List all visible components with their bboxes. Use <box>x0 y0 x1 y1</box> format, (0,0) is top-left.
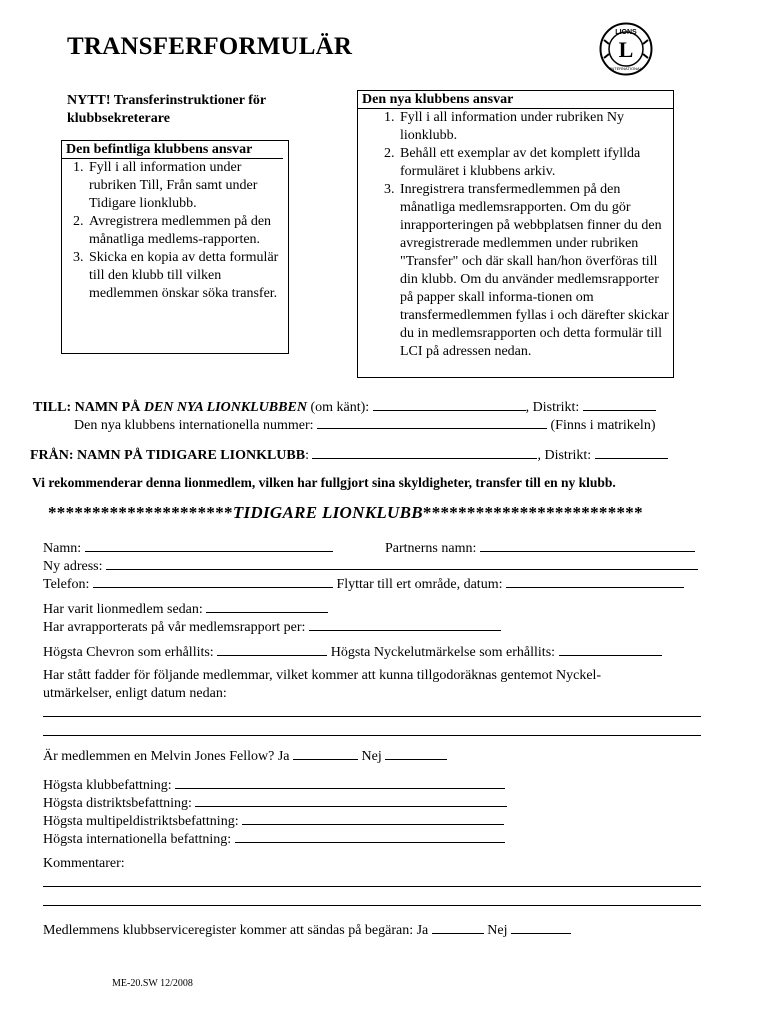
list-item: 2. Behåll ett exemplar av det komplett ifyllda formuläret i klubbens arkiv. <box>398 145 673 181</box>
address-row: Ny adress: <box>43 556 698 576</box>
district-office-row: Högsta distriktsbefattning: <box>43 793 507 813</box>
intl-number-field[interactable] <box>317 415 547 429</box>
new-club-name-field[interactable] <box>373 397 526 411</box>
key-award-field[interactable] <box>559 642 662 656</box>
sponsored-line-2[interactable] <box>43 735 701 736</box>
section-heading: *********************TIDIGARE LIONKLUBB************************* <box>48 503 643 522</box>
list-item: 1. Fyll i all information under rubriken Ny lionklubb. <box>398 109 673 145</box>
club-office-field[interactable] <box>175 775 505 789</box>
sponsored-text: Har stått fadder för följande medlemmar, vilket kommer att kunna tillgodoräknas gentemot Nyckel- <box>43 668 602 683</box>
till-row: TILL: NAMN PÅ DEN NYA LIONKLUBBEN (om känt): , Distrikt: <box>33 397 656 417</box>
existing-club-steps <box>62 159 288 303</box>
reported-row: Har avrapporterats på vår medlemsrapport per: <box>43 617 501 637</box>
registry-yes-field[interactable] <box>432 920 484 934</box>
multi-office-field[interactable] <box>242 811 504 825</box>
existing-club-box <box>61 140 289 354</box>
multi-office-row: Högsta multipeldistriktsbefattning: <box>43 811 504 831</box>
registry-no-field[interactable] <box>511 920 571 934</box>
fran-row: FRÅN: NAMN PÅ TIDIGARE LIONKLUBB: , Distrikt: <box>30 445 668 465</box>
new-club-box <box>357 90 674 378</box>
mjf-row: Är medlemmen en Melvin Jones Fellow? Ja Nej <box>43 746 447 766</box>
secretary-heading: NYTT! Transferinstruktioner för klubbsekreterare <box>67 93 267 126</box>
new-club-district-field[interactable] <box>583 397 656 411</box>
registry-row: Medlemmens klubbserviceregister kommer att sändas på begäran: Ja Nej <box>43 920 571 940</box>
new-club-title: Den nya klubbens ansvar <box>358 91 673 109</box>
intl-office-row: Högsta internationella befattning: <box>43 829 505 849</box>
list-item: 3. Skicka en kopia av detta formulär till den klubb till vilken medlemmen önskar söka transfer. <box>87 249 288 303</box>
sponsored-text-2: utmärkelser, enligt datum nedan: <box>43 686 227 701</box>
existing-club-title: Den befintliga klubbens ansvar <box>62 141 283 159</box>
member-since-row: Har varit lionmedlem sedan: <box>43 599 328 619</box>
partner-field[interactable] <box>480 538 695 552</box>
name-field[interactable] <box>85 538 333 552</box>
intl-office-field[interactable] <box>235 829 505 843</box>
chevron-row: Högsta Chevron som erhållits: Högsta Nyckelutmärkelse som erhållits: <box>43 642 662 662</box>
mjf-yes-field[interactable] <box>293 746 358 760</box>
club-office-row: Högsta klubbefattning: <box>43 775 505 795</box>
name-row: Namn: <box>43 538 333 558</box>
list-item: 1. Fyll i all information under rubriken Till, Från samt under Tidigare lionklubb. <box>87 159 288 213</box>
moving-date-field[interactable] <box>506 574 684 588</box>
lions-logo <box>599 22 653 76</box>
comments-label: Kommentarer: <box>43 856 125 871</box>
comments-line-2[interactable] <box>43 905 701 906</box>
page-title: TRANSFERFORMULÄR <box>67 33 353 60</box>
phone-field[interactable] <box>93 574 333 588</box>
comments-line-1[interactable] <box>43 886 701 887</box>
svg-text:L: L <box>618 37 634 62</box>
partner-row: Partnerns namn: <box>385 538 695 558</box>
reported-field[interactable] <box>309 617 501 631</box>
district-office-field[interactable] <box>195 793 507 807</box>
address-field[interactable] <box>106 556 698 570</box>
new-club-steps <box>358 109 673 361</box>
sponsored-line-1[interactable] <box>43 716 701 717</box>
chevron-field[interactable] <box>217 642 327 656</box>
member-since-field[interactable] <box>206 599 328 613</box>
form-code: ME-20.SW 12/2008 <box>112 978 193 989</box>
previous-club-district-field[interactable] <box>595 445 668 459</box>
list-item: 2. Avregistrera medlemmen på den månatliga medlems-rapporten. <box>87 213 288 249</box>
recommend-text: Vi rekommenderar denna lionmedlem, vilken har fullgjort sina skyldigheter, transfer till en ny klubb. <box>32 475 616 490</box>
svg-text:LIONS: LIONS <box>615 29 637 36</box>
list-item: 3. Inregistrera transfermedlemmen på den månatliga medlemsrapporten. Om du gör inrapporteringen på webbplatsen finner du den avregistrerade medlemmen under rubriken "Transfer" och där skall han/hon överföras till din klubb. Om du använder medlemsrapporter på papper skall informa-tionen om transfermedlemmen fyllas i och därefter skickar du in medlemsrapporten och detta formulär till LCI på adressen nedan. <box>398 181 673 361</box>
intl-number-row: Den nya klubbens internationella nummer: (Finns i matrikeln) <box>74 415 656 435</box>
svg-text:INTERNATIONAL: INTERNATIONAL <box>610 66 642 71</box>
mjf-no-field[interactable] <box>385 746 447 760</box>
previous-club-name-field[interactable] <box>312 445 537 459</box>
phone-row: Telefon: Flyttar till ert område, datum: <box>43 574 684 594</box>
